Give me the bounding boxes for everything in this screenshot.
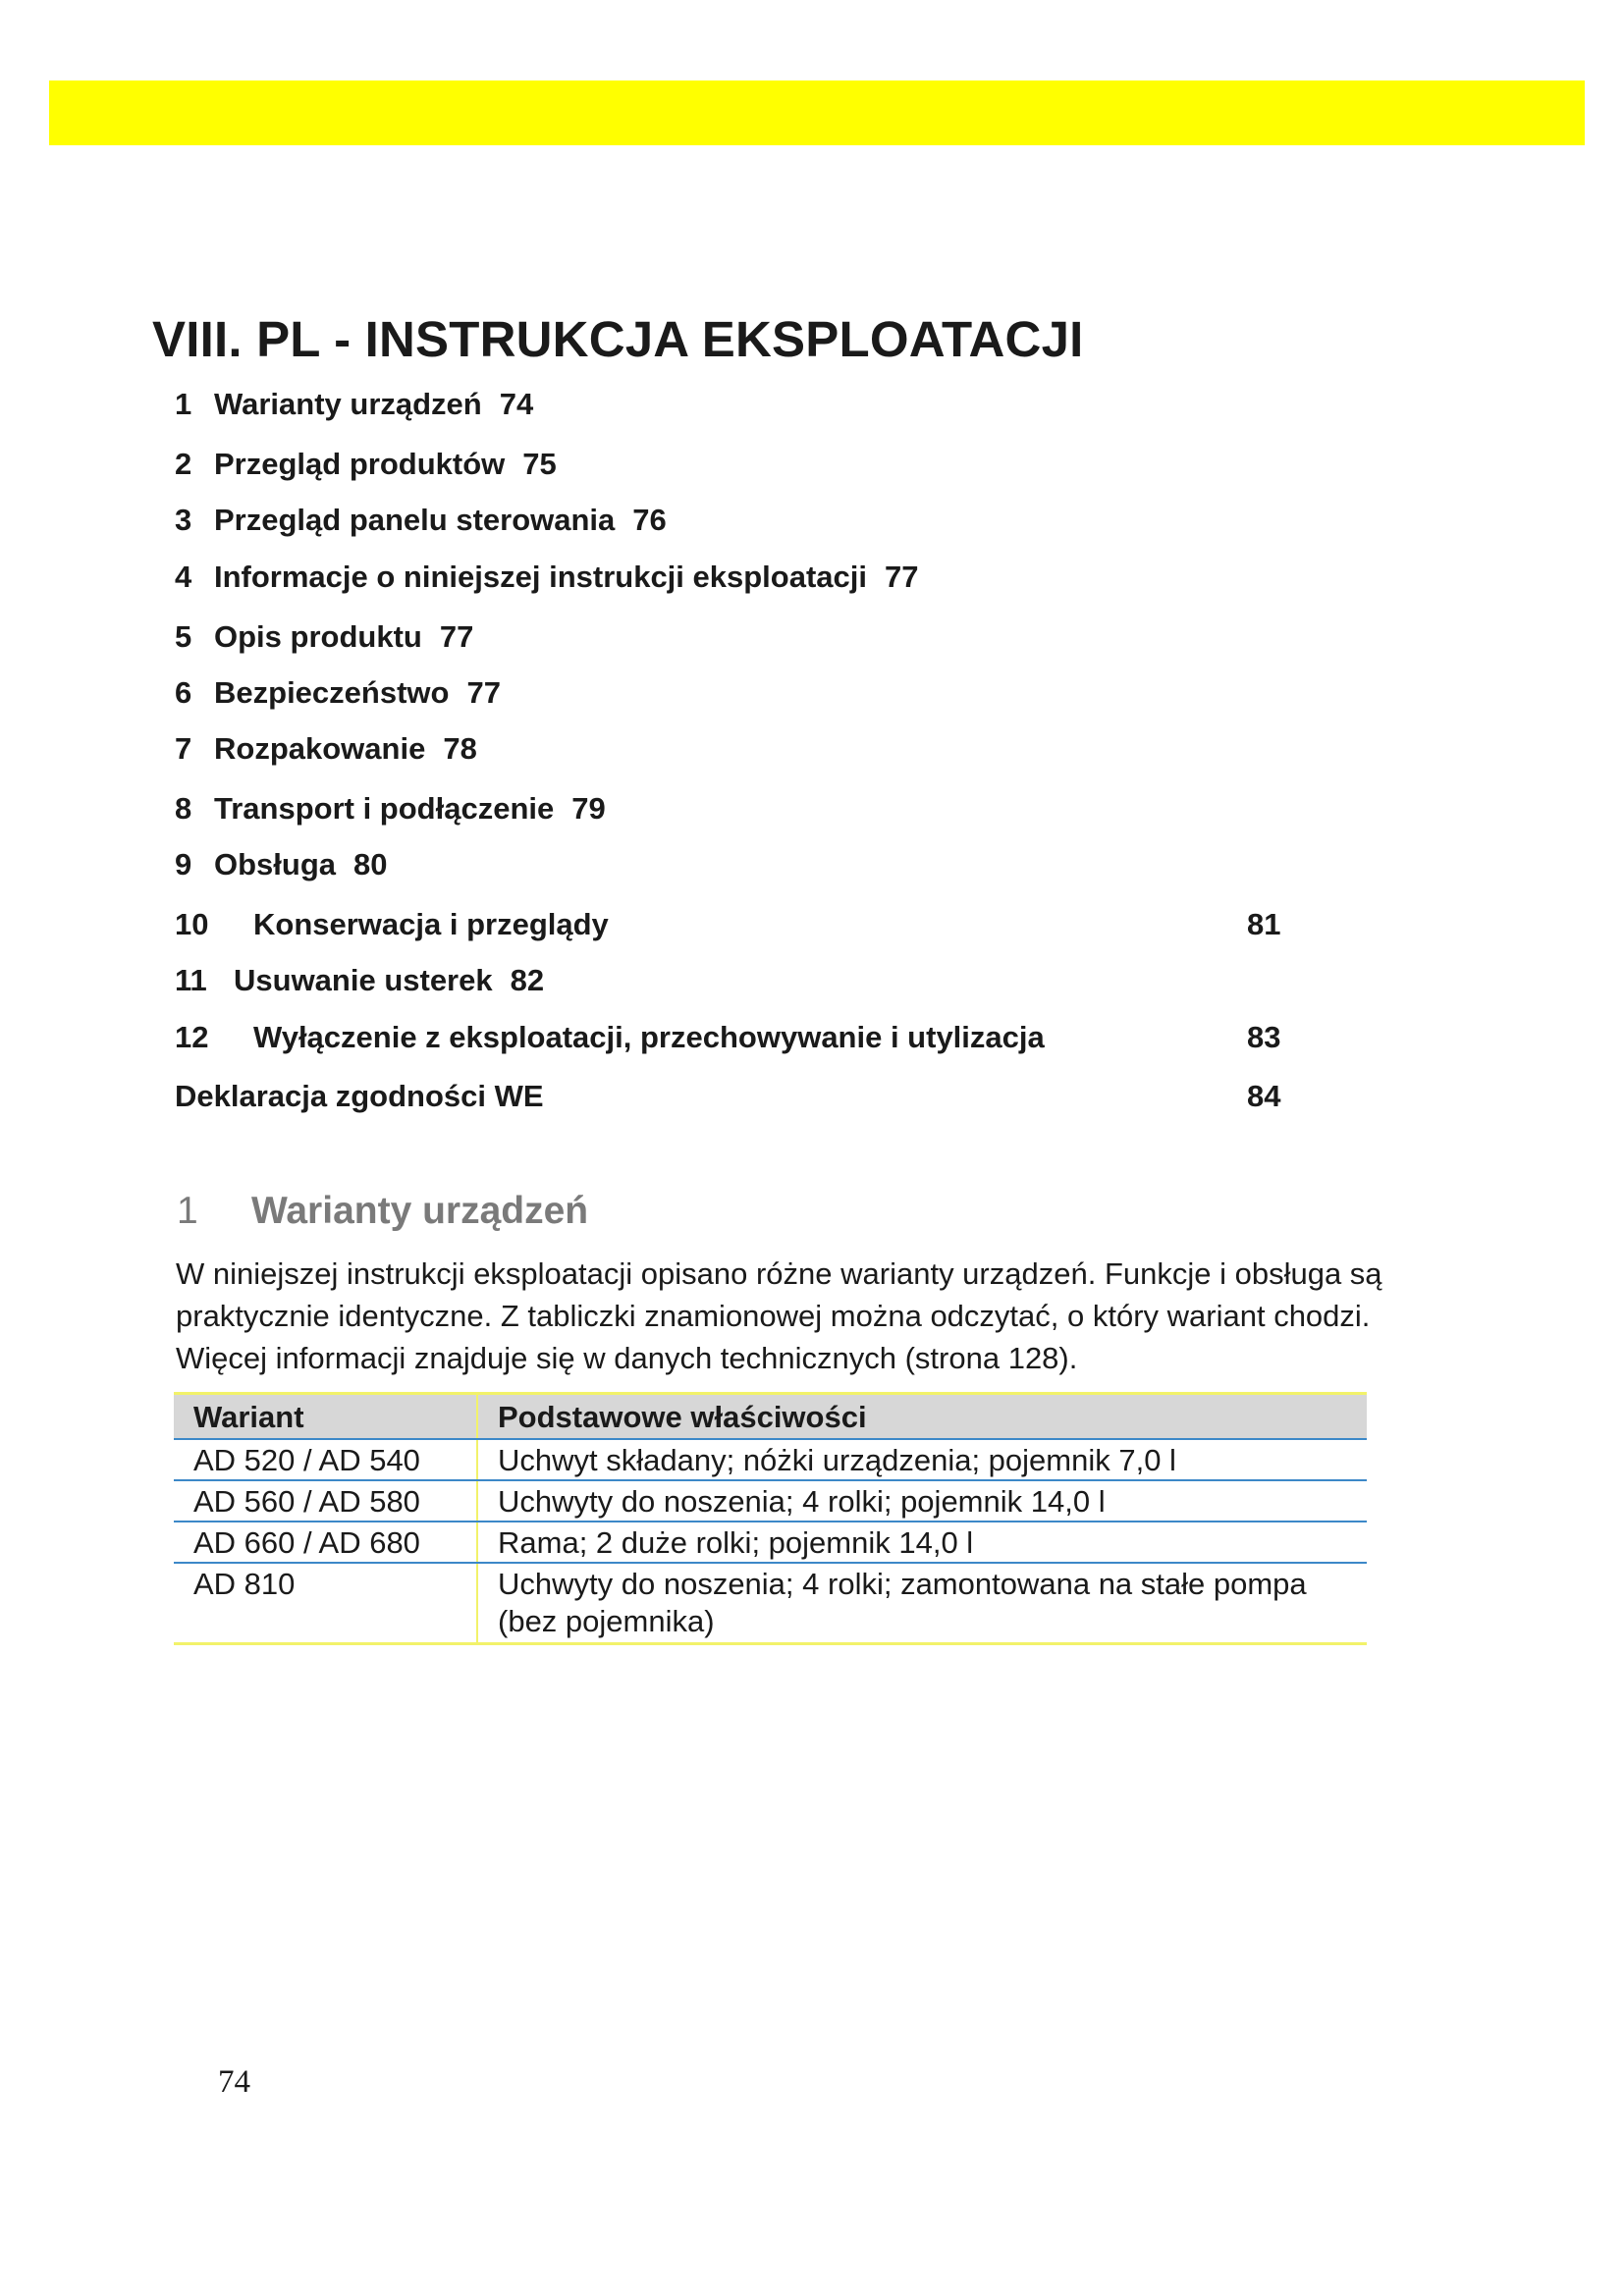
toc-entry-number: 3: [175, 503, 192, 537]
table-header-row: [174, 1394, 1367, 1440]
toc-entry-title: Warianty urządzeń: [214, 387, 482, 421]
toc-entry-title: Opis produktu: [214, 619, 422, 654]
toc-entry-number: 5: [175, 619, 192, 654]
toc-entry-title: Przegląd produktów: [214, 447, 506, 481]
toc-entry-title: Bezpieczeństwo: [214, 675, 450, 710]
toc-entry-page: 76: [632, 503, 667, 537]
toc-entry-10[interactable]: [175, 907, 609, 942]
variant-cell: AD 560 / AD 580: [174, 1480, 477, 1522]
toc-entry-page: 80: [353, 847, 388, 881]
header-properties: Podstawowe właściwości: [477, 1394, 1367, 1440]
toc-entry-title: Transport i podłączenie: [214, 791, 555, 826]
header-variant: Wariant: [174, 1394, 477, 1440]
toc-entry-7[interactable]: [175, 731, 477, 767]
toc-entry-title: Informacje o niniejszej instrukcji eksploatacji: [214, 560, 868, 594]
toc-entry-number: 11: [175, 963, 207, 997]
variant-cell: AD 810: [174, 1563, 477, 1644]
toc-entry-number: 4: [175, 560, 192, 594]
toc-entry-6[interactable]: [175, 675, 501, 711]
toc-entry-page: 77: [885, 560, 919, 594]
toc-entry-number: 1: [175, 387, 192, 421]
toc-entry-9[interactable]: [175, 847, 388, 882]
toc-entry-3[interactable]: [175, 503, 667, 538]
properties-cell: Uchwyty do noszenia; 4 rolki; pojemnik 14,0 l: [477, 1480, 1367, 1522]
table-row: [174, 1563, 1367, 1644]
properties-cell: Rama; 2 duże rolki; pojemnik 14,0 l: [477, 1522, 1367, 1563]
variant-cell: AD 520 / AD 540: [174, 1439, 477, 1480]
toc-entry-title: Wyłączenie z eksploatacji, przechowywanie i utylizacja: [253, 1020, 1045, 1054]
toc-entry-10-page: 81: [1247, 907, 1281, 941]
toc-entry-12-page: 83: [1247, 1020, 1281, 1054]
toc-entry-page: 79: [571, 791, 606, 826]
toc-entry-number: 9: [175, 847, 192, 881]
toc-entry-title: Konserwacja i przeglądy: [253, 907, 609, 941]
toc-entry-number: 6: [175, 675, 192, 710]
toc-entry-title: Rozpakowanie: [214, 731, 426, 766]
toc-entry-page: 75: [522, 447, 557, 481]
toc-entry-number: 12: [175, 1020, 209, 1054]
toc-entry-title: Usuwanie usterek: [234, 963, 493, 997]
section-number: 1: [177, 1190, 198, 1232]
chapter-title: VIII. PL - INSTRUKCJA EKSPLOATACJI: [152, 311, 1084, 367]
toc-entry-title: Przegląd panelu sterowania: [214, 503, 616, 537]
toc-entry-number: 7: [175, 731, 192, 766]
section-title: Warianty urządzeń: [251, 1190, 589, 1232]
toc-entry-number: 10: [175, 907, 209, 941]
variants-table: [174, 1392, 1367, 1645]
toc-entry-title: Obsługa: [214, 847, 337, 881]
toc-entry-page: 82: [510, 963, 545, 997]
toc-entry-page: 77: [439, 619, 474, 654]
properties-cell: Uchwyty do noszenia; 4 rolki; zamontowana na stałe pompa (bez pojemnika): [477, 1563, 1367, 1644]
toc-entry-1[interactable]: [175, 387, 533, 422]
table-row: [174, 1480, 1367, 1522]
intro-paragraph: W niniejszej instrukcji eksploatacji opisano różne warianty urządzeń. Funkcje i obsługa są praktycznie identyczne. Z tabliczki znamionowej można odczytać, o który wariant chodzi. Więcej informacji znajduje się w danych technicznych (strona 128).: [176, 1256, 1382, 1375]
toc-entry-4[interactable]: [175, 560, 919, 595]
toc-entry-page: 74: [499, 387, 534, 421]
toc-entry-2[interactable]: [175, 447, 557, 482]
toc-entry-page: 78: [443, 731, 477, 766]
table-row: [174, 1439, 1367, 1480]
toc-entry-page: 77: [466, 675, 501, 710]
header-yellow-bar: [49, 80, 1585, 145]
toc-entry-declaration-page: 84: [1247, 1079, 1281, 1113]
page-number: 74: [218, 2064, 250, 2100]
toc-entry-title: Deklaracja zgodności WE: [175, 1079, 544, 1113]
properties-cell: Uchwyt składany; nóżki urządzenia; pojemnik 7,0 l: [477, 1439, 1367, 1480]
section-heading: [177, 1190, 588, 1233]
toc-entry-11[interactable]: [175, 963, 544, 998]
toc-entry-12[interactable]: [175, 1020, 1045, 1055]
variant-cell: AD 660 / AD 680: [174, 1522, 477, 1563]
toc-entry-5[interactable]: [175, 619, 473, 655]
toc-entry-declaration[interactable]: [175, 1079, 544, 1114]
toc-entry-8[interactable]: [175, 791, 606, 827]
toc-entry-number: 8: [175, 791, 192, 826]
toc-entry-number: 2: [175, 447, 192, 481]
table-row: [174, 1522, 1367, 1563]
